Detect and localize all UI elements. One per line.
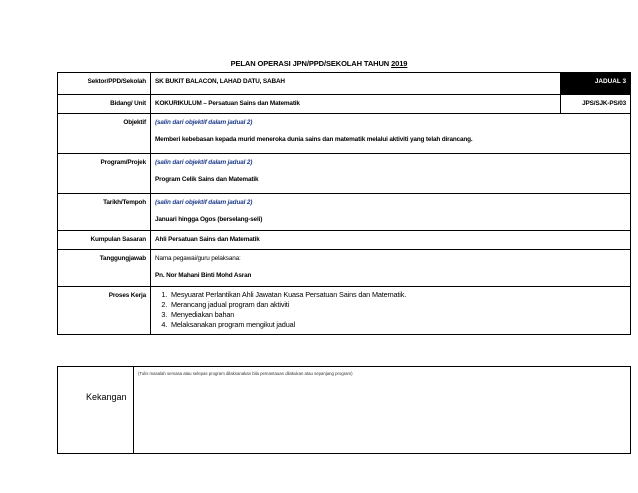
- row-sektor: [58, 73, 631, 95]
- row-objektif: [58, 114, 631, 154]
- cell-proses: [151, 287, 631, 335]
- prompt-tanggungjawab: Nama pegawai/guru pelaksana:: [155, 255, 241, 262]
- label-sektor: Sektor/PPD/Sekolah: [58, 73, 151, 95]
- label-sasaran: Kumpulan Sasaran: [58, 231, 151, 250]
- operation-plan-table: [57, 72, 631, 335]
- page-title: [0, 59, 638, 68]
- row-tanggungjawab: [58, 250, 631, 287]
- title-main: PELAN OPERASI JPN/PPD/SEKOLAH TAHUN: [230, 59, 390, 68]
- row-proses: [58, 287, 631, 335]
- label-tarikh: Tarikh/Tempoh: [58, 194, 151, 231]
- label-kekangan: Kekangan: [58, 367, 134, 454]
- value-sektor: SK BUKIT BALACON, LAHAD DATU, SABAH: [151, 73, 561, 95]
- row-bidang: [58, 95, 631, 114]
- cell-tarikh: [151, 194, 631, 231]
- row-kekangan: [58, 367, 631, 454]
- note-program: (salin dari objektif dalam jadual 2): [155, 159, 253, 166]
- proses-list: [155, 290, 630, 330]
- proses-item: 2. Merancang jadual program dan aktiviti: [169, 300, 630, 310]
- label-tanggungjawab: Tanggungjawab: [58, 250, 151, 287]
- label-objektif: Objektif: [58, 114, 151, 154]
- note-kekangan: (Tulis masalah semasa atau selepas program dilaksanakan bila pemantauan dilakukan atau sepanjang program): [134, 367, 631, 454]
- row-sasaran: [58, 231, 631, 250]
- label-proses: Proses Kerja: [58, 287, 151, 335]
- value-program: Program Celik Sains dan Matematik: [155, 176, 259, 183]
- row-tarikh: [58, 194, 631, 231]
- row-program: [58, 154, 631, 194]
- proses-item: 1. Mesyuarat Perlantikan Ahli Jawatan Kuasa Persatuan Sains dan Matematik.: [169, 290, 630, 300]
- badge-jadual: JADUAL 3: [561, 73, 631, 95]
- note-tarikh: (salin dari objektif dalam jadual 2): [155, 199, 253, 206]
- cell-program: [151, 154, 631, 194]
- label-program: Program/Projek: [58, 154, 151, 194]
- cell-objektif: [151, 114, 631, 154]
- proses-item: 3. Menyediakan bahan: [169, 310, 630, 320]
- cell-tanggungjawab: [151, 250, 631, 287]
- value-tanggungjawab: Pn. Nor Mahani Binti Mohd Asran: [155, 272, 252, 279]
- label-bidang: Bidang/ Unit: [58, 95, 151, 114]
- note-objektif: (salin dari objektif dalam jadual 2): [155, 119, 253, 126]
- code-bidang: JPS/SJK-PS/03: [561, 95, 631, 114]
- proses-item: 4. Melaksanakan program mengikut jadual: [169, 320, 630, 330]
- kekangan-table: [57, 366, 631, 454]
- value-bidang: KOKURIKULUM – Persatuan Sains dan Matematik: [151, 95, 561, 114]
- value-tarikh: Januari hingga Ogos (berselang-seli): [155, 216, 263, 223]
- value-objektif: Memberi kebebasan kepada murid meneroka dunia sains dan matematik melalui aktiviti yang telah dirancang.: [155, 136, 473, 143]
- value-sasaran: Ahli Persatuan Sains dan Matematik: [151, 231, 631, 250]
- title-year: 2019: [391, 59, 408, 68]
